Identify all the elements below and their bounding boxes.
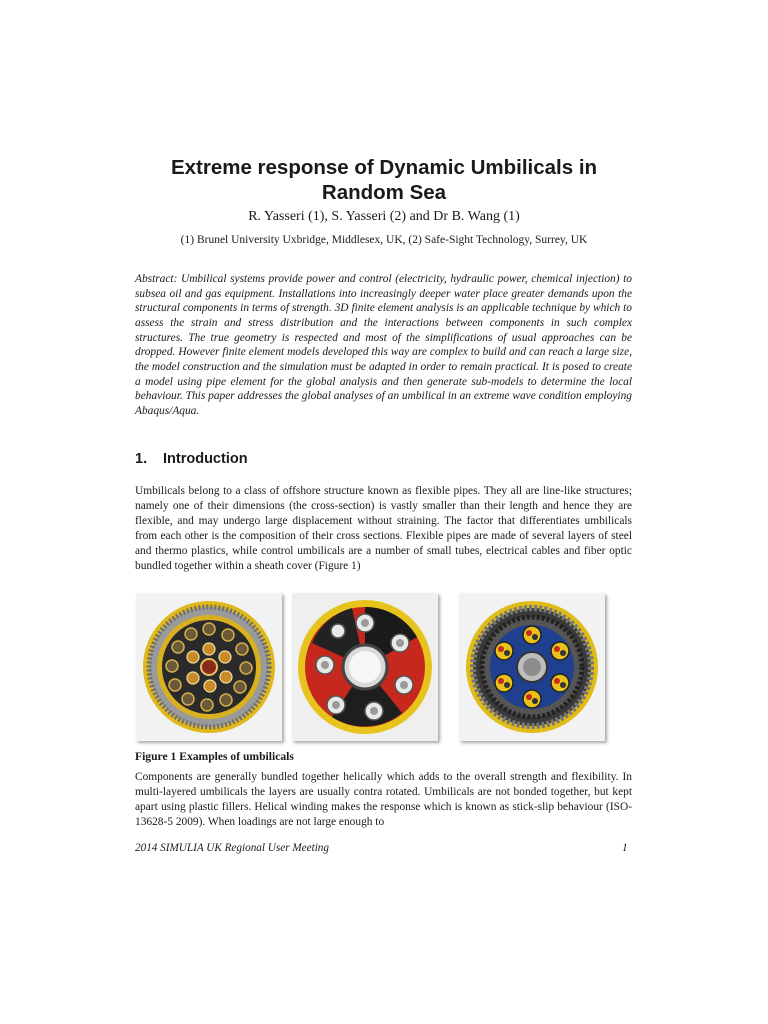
affiliations: (1) Brunel University Uxbridge, Middlesex, UK, (2) Safe-Sight Technology, Surrey, UK — [180, 234, 588, 246]
page-number: 1 — [622, 842, 628, 854]
intro-paragraph-1: Umbilicals belong to a class of offshore structure known as flexible pipes. They all are line-like structures; namely one of their dimensions (the cross-section) is vastly smaller than their length and hence they are flexible, and may undergo large displacement without straining. The factor that differentiates umbilicals from each other is the composition of their cross sections. Flexible pipes are made of several layers of steel and thermo plastics, while control umbilicals are a number of small tubes, electrical cables and fiber optic bundled together within a sheath cover (Figure 1) — [135, 485, 632, 572]
section-title: Introduction — [163, 451, 248, 467]
authors: R. Yasseri (1), S. Yasseri (2) and Dr B. Wang (1) — [248, 209, 520, 224]
umbilical-photo-2 — [292, 593, 438, 741]
footer-conference: 2014 SIMULIA UK Regional User Meeting — [135, 842, 329, 854]
section-number: 1. — [135, 451, 148, 467]
title-line-1: Extreme response of Dynamic Umbilicals in — [170, 156, 598, 179]
intro-paragraph-2: Components are generally bundled together helically which adds to the overall strength and flexibility. In multi-layered umbilicals the layers are usually contra rotated. Umbilicals are not bonded together, but kept apart using plastic fillers. Helical winding makes the response which is known as stick-slip behaviour (ISO-13628-5 2009). When loadings are not large enough to — [135, 771, 632, 828]
umbilical-photo-1 — [136, 593, 282, 741]
section-heading — [135, 451, 248, 467]
figure-caption: Figure 1 Examples of umbilicals — [135, 750, 294, 763]
umbilical-photo-3 — [459, 593, 605, 741]
paper-title — [100, 155, 668, 205]
title-line-2: Random Sea — [321, 181, 447, 204]
abstract: Abstract: Umbilical systems provide power and control (electricity, hydraulic power, chemical injection) to subsea oil and gas equipment. Installations into increasingly deeper water place greater demands upon the structural components in terms of strength. 3D finite element analysis is an applicable technique by which to assess the strain and stress distribution and the interactions between components in such complex structures. The true geometry is respected and most of the simplifications of usual approaches can be dropped. However finite element models developed this way are complex to build and can reach a large size, the model construction and the simulation must be adapted in order to remain practical. It is posed to create a model using pipe element for the global analysis and then generate sub-models to determine the local behaviour. This paper addresses the global analyses of an umbilical in an extreme wave condition employing Abaqus/Aqua. — [135, 273, 632, 417]
